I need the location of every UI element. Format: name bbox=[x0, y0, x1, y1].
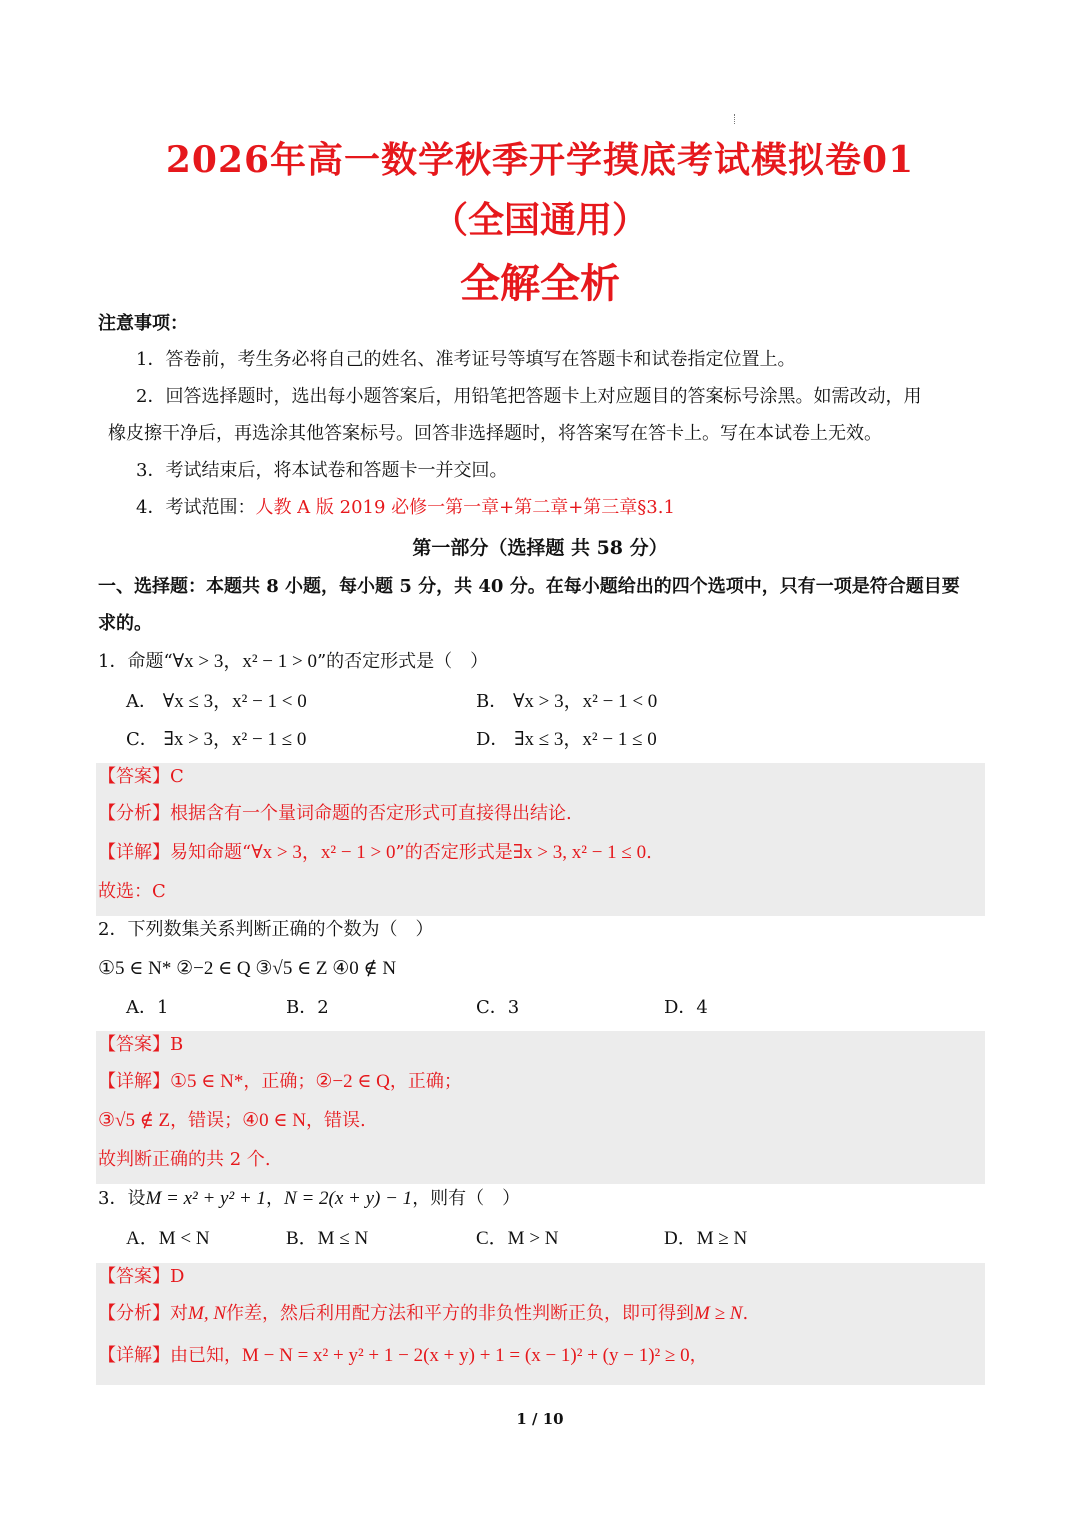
q3-analysis-math2: M ≥ N bbox=[694, 1303, 743, 1324]
q3-analysis-suffix: . bbox=[742, 1303, 749, 1324]
section-title: 第一部分（选择题 共 58 分） bbox=[412, 537, 668, 559]
notice-item-1: 1．答卷前，考生务必将自己的姓名、准考证号等填写在答题卡和试卷指定位置上。 bbox=[136, 349, 796, 370]
q3-analysis-middle: 作差，然后利用配方法和平方的非负性判断正负，即可得到 bbox=[226, 1303, 694, 1324]
q1-detail bbox=[98, 840, 652, 866]
q1-stem-prefix: 1．命题“ bbox=[98, 651, 173, 672]
q1-option-d-text: ∃x ≤ 3，x² − 1 ≤ 0 bbox=[514, 729, 657, 750]
q2-detail-text3: ，错误； bbox=[170, 1110, 243, 1131]
q2-answer: 【答案】B bbox=[98, 1034, 184, 1055]
q2-option-c: C．3 bbox=[476, 997, 520, 1018]
q1-detail-middle: ”的否定形式是 bbox=[395, 842, 513, 863]
q2-stem: 2．下列数集关系判断正确的个数为（ ） bbox=[98, 919, 434, 940]
q1-detail-suffix: . bbox=[646, 842, 652, 863]
q3-stem-prefix: 3．设 bbox=[98, 1188, 146, 1209]
page-number: 1 / 10 bbox=[516, 1410, 564, 1428]
notice-item-2a: 2．回答选择题时，选出每小题答案后，用铅笔把答题卡上对应题目的答案标号涂黑。如需改动，用 bbox=[136, 386, 922, 407]
q2-detail-math1: ①5 ∈ N* bbox=[170, 1071, 244, 1092]
q1-stem-math: ∀x > 3，x² − 1 > 0 bbox=[172, 651, 317, 672]
q2-option-a: A．1 bbox=[126, 997, 169, 1018]
q2-detail-math4: ④0 ∈ N bbox=[242, 1110, 306, 1131]
q3-stem-math1: M = x² + y² + 1 bbox=[145, 1188, 267, 1209]
notice-item-2b: 橡皮擦干净后，再选涂其他答案标号。回答非选择题时，将答案写在答卡上。写在本试卷上无效。 bbox=[108, 423, 882, 444]
q3-option-d: D．M ≥ N bbox=[664, 1228, 748, 1249]
q2-detail-prefix: 【详解】 bbox=[98, 1071, 170, 1092]
q1-option-c-text: ∃x > 3，x² − 1 ≤ 0 bbox=[163, 729, 307, 750]
q1-option-b bbox=[476, 689, 657, 715]
exam-scope: 人教 A 版 2019 必修一第一章+第二章+第三章§3.1 bbox=[255, 497, 675, 518]
q3-detail bbox=[98, 1343, 708, 1369]
q2-detail-text1: ，正确； bbox=[243, 1071, 316, 1092]
q3-analysis bbox=[98, 1301, 748, 1327]
q3-option-c: C．M > N bbox=[476, 1228, 559, 1249]
q3-detail-suffix: ， bbox=[689, 1345, 708, 1366]
q1-detail-math2: ∃x > 3, x² − 1 ≤ 0 bbox=[512, 842, 647, 863]
section-intro-b: 求的。 bbox=[98, 613, 152, 634]
q1-option-a-text: ∀x ≤ 3，x² − 1 < 0 bbox=[162, 691, 307, 712]
q1-answer: 【答案】C bbox=[98, 766, 184, 787]
q1-option-c-label: C． bbox=[126, 729, 158, 750]
q1-conclusion: 故选：C bbox=[98, 881, 166, 902]
q1-stem bbox=[98, 649, 488, 675]
q2-conclusion: 故判断正确的共 2 个. bbox=[98, 1149, 271, 1170]
q3-stem bbox=[98, 1186, 520, 1212]
q2-detail-text2: ，正确； bbox=[389, 1071, 462, 1092]
notice-item-4-label: 4．考试范围： bbox=[136, 497, 256, 518]
q2-detail-line1 bbox=[98, 1069, 462, 1095]
q3-analysis-prefix: 【分析】对 bbox=[98, 1303, 188, 1324]
q2-option-d: D．4 bbox=[664, 997, 708, 1018]
q1-option-c bbox=[126, 727, 306, 753]
q2-option-b: B．2 bbox=[286, 997, 329, 1018]
q3-stem-comma: ， bbox=[266, 1188, 285, 1209]
q2-detail-math2: ②−2 ∈ Q bbox=[315, 1071, 390, 1092]
doc-title-line2: （全国通用） bbox=[431, 199, 648, 241]
doc-title-line3: 全解全析 bbox=[460, 260, 620, 307]
q2-items: ①5 ∈ N* ②−2 ∈ Q ③√5 ∈ Z ④0 ∉ N bbox=[98, 958, 397, 979]
q1-option-d-label: D． bbox=[476, 729, 509, 750]
q1-analysis: 【分析】根据含有一个量词命题的否定形式可直接得出结论. bbox=[98, 803, 572, 824]
q3-detail-prefix: 【详解】由已知， bbox=[98, 1345, 242, 1366]
q1-option-a bbox=[126, 689, 307, 715]
top-mark bbox=[734, 114, 737, 124]
q1-detail-prefix: 【详解】易知命题“ bbox=[98, 842, 252, 863]
notice-item-3: 3．考试结束后，将本试卷和答题卡一并交回。 bbox=[136, 460, 508, 481]
q3-option-a: A．M < N bbox=[126, 1228, 210, 1249]
q2-detail-text4: ，错误. bbox=[305, 1110, 366, 1131]
doc-title-line1: 2026年高一数学秋季开学摸底考试模拟卷01 bbox=[165, 139, 915, 181]
q3-answer: 【答案】D bbox=[98, 1266, 185, 1287]
q3-stem-suffix: ，则有（ ） bbox=[412, 1188, 521, 1209]
q3-stem-math2: N = 2(x + y) − 1 bbox=[284, 1188, 413, 1209]
q1-stem-suffix: ”的否定形式是（ ） bbox=[316, 651, 489, 672]
q3-analysis-math1: M, N bbox=[188, 1303, 226, 1324]
notice-item-4 bbox=[136, 495, 675, 521]
q2-detail-math3: ③√5 ∉ Z bbox=[98, 1110, 171, 1131]
q1-option-a-label: A． bbox=[126, 691, 157, 712]
q1-option-b-text: ∀x > 3，x² − 1 < 0 bbox=[512, 691, 658, 712]
section-intro-a: 一、选择题：本题共 8 小题，每小题 5 分，共 40 分。在每小题给出的四个选项中，只有一项是符合题目要 bbox=[98, 576, 960, 597]
q3-detail-math: M − N = x² + y² + 1 − 2(x + y) + 1 = (x − 1)² + (y − 1)² ≥ 0 bbox=[242, 1345, 690, 1366]
q3-option-b: B．M ≤ N bbox=[286, 1228, 369, 1249]
q1-option-b-label: B． bbox=[476, 691, 508, 712]
notice-heading: 注意事项： bbox=[98, 313, 188, 334]
q1-detail-math1: ∀x > 3，x² − 1 > 0 bbox=[251, 842, 396, 863]
q2-detail-line2 bbox=[98, 1108, 366, 1134]
q1-option-d bbox=[476, 727, 657, 753]
